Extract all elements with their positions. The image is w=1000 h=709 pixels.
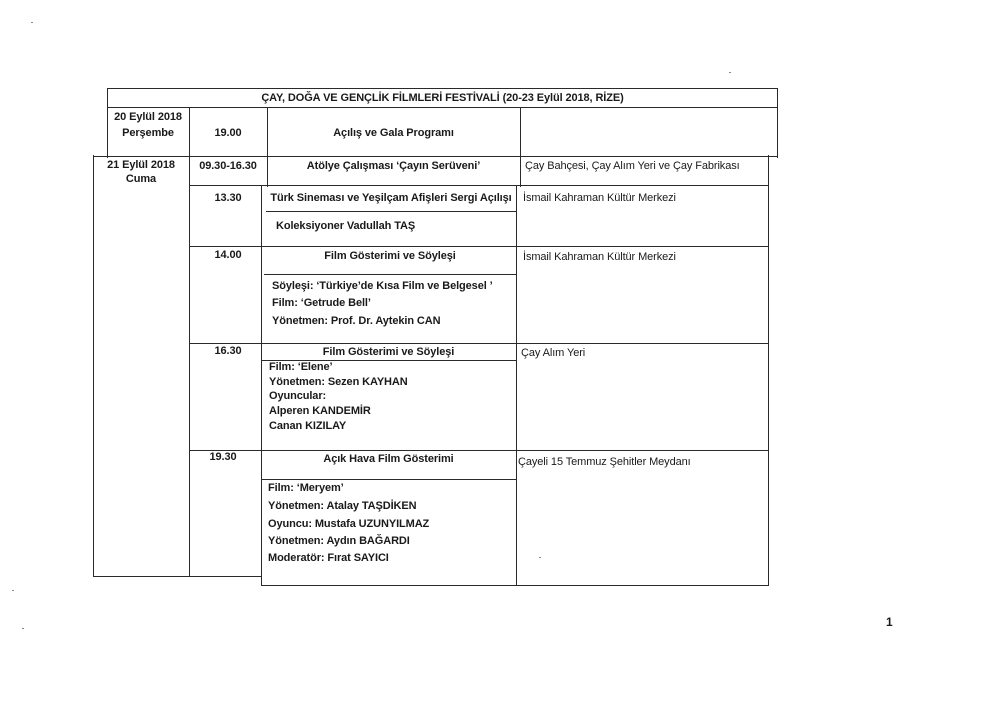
- row-0930-event: Atölye Çalışması ‘Çayın Serüveni’: [306, 160, 481, 172]
- row-1630-detail-3: Oyuncular:: [269, 390, 327, 402]
- row-1930-detail-5: Moderatör: Fırat SAYICI: [268, 552, 389, 564]
- scan-speck: [729, 72, 731, 73]
- row-1930-time: 19.30: [209, 451, 237, 463]
- row-1330-place: İsmail Kahraman Kültür Merkezi: [523, 192, 676, 204]
- row-1930-detail-2: Yönetmen: Atalay TAŞDİKEN: [268, 500, 417, 512]
- row-1400-event: Film Gösterimi ve Söyleşi: [324, 250, 456, 262]
- row-1630-time: 16.30: [214, 345, 242, 357]
- col-time-divider-lower: [261, 185, 262, 585]
- day1-weekday: Perşembe: [122, 127, 174, 139]
- row-1400-sub: [264, 274, 516, 275]
- row-1930-detail-3: Oyuncu: Mustafa UZUNYILMAZ: [268, 518, 430, 530]
- row-1400-place: İsmail Kahraman Kültür Merkezi: [523, 251, 676, 263]
- row-1630-detail-2: Yönetmen: Sezen KAYHAN: [269, 376, 408, 388]
- day1-row-bottom: [93, 156, 778, 157]
- table-border-top: [107, 88, 778, 89]
- row-1630-detail-1: Film: ‘Elene’: [269, 361, 333, 373]
- day1-date: 20 Eylül 2018: [114, 111, 182, 123]
- row-1630-detail-5: Canan KIZILAY: [269, 420, 347, 432]
- title-row-bottom: [107, 107, 778, 108]
- row-1930-detail-4: Yönetmen: Aydın BAĞARDI: [268, 535, 410, 547]
- row-1330-detail: Koleksiyoner Vadullah TAŞ: [276, 220, 416, 232]
- scan-speck: [22, 628, 24, 629]
- row-0930-time: 09.30-16.30: [199, 160, 257, 172]
- row-1330-event: Türk Sineması ve Yeşilçam Afişleri Sergi Açılışı: [270, 192, 512, 204]
- table-title: ÇAY, DOĞA VE GENÇLİK FİLMLERİ FESTİVALİ (20-23 Eylül 2018, RİZE): [261, 92, 624, 104]
- table-border-bottom-left: [93, 576, 261, 577]
- row-1930-place: Çayeli 15 Temmuz Şehitler Meydanı: [518, 456, 691, 468]
- row-1400-detail-1: Söyleşi: ‘Türkiye’de Kısa Film ve Belgesel ’: [272, 280, 493, 292]
- page-number: 1: [886, 615, 893, 629]
- col-time-divider: [267, 107, 268, 187]
- row-1330-top: [189, 185, 769, 186]
- row-1630-detail-4: Alperen KANDEMİR: [269, 405, 371, 417]
- row-1630-place: Çay Alım Yeri: [521, 347, 586, 359]
- table-border-left-lower: [93, 155, 94, 577]
- scan-speck: [539, 557, 541, 558]
- row-1330-sub: [266, 211, 516, 212]
- scan-speck: [31, 22, 33, 23]
- row-1630-top: [189, 343, 769, 344]
- day2-weekday: Cuma: [125, 173, 157, 185]
- col-date-divider: [189, 107, 190, 577]
- row-1930-top: [189, 450, 769, 451]
- row-1930-detail-1: Film: ‘Meryem’: [268, 482, 344, 494]
- day1-time: 19.00: [214, 127, 242, 139]
- table-border-bottom-right: [261, 585, 769, 586]
- row-1330-time: 13.30: [214, 192, 242, 204]
- day2-date: 21 Eylül 2018: [107, 159, 175, 171]
- row-0930-place: Çay Bahçesi, Çay Alım Yeri ve Çay Fabrikası: [525, 160, 740, 172]
- day1-event: Açılış ve Gala Programı: [333, 127, 454, 139]
- row-1930-sub: [261, 479, 516, 480]
- table-border-right-lower: [768, 155, 769, 586]
- row-1930-event: Açık Hava Film Gösterimi: [323, 453, 454, 465]
- scan-speck: [12, 590, 14, 591]
- row-1400-top: [189, 246, 769, 247]
- row-1400-detail-2: Film: ‘Getrude Bell’: [272, 297, 371, 309]
- col-event-divider: [520, 107, 521, 187]
- row-1400-time: 14.00: [214, 249, 242, 261]
- row-1630-event: Film Gösterimi ve Söyleşi: [322, 346, 455, 358]
- row-1400-detail-3: Yönetmen: Prof. Dr. Aytekin CAN: [272, 315, 441, 327]
- col-event-divider-lower: [516, 185, 517, 585]
